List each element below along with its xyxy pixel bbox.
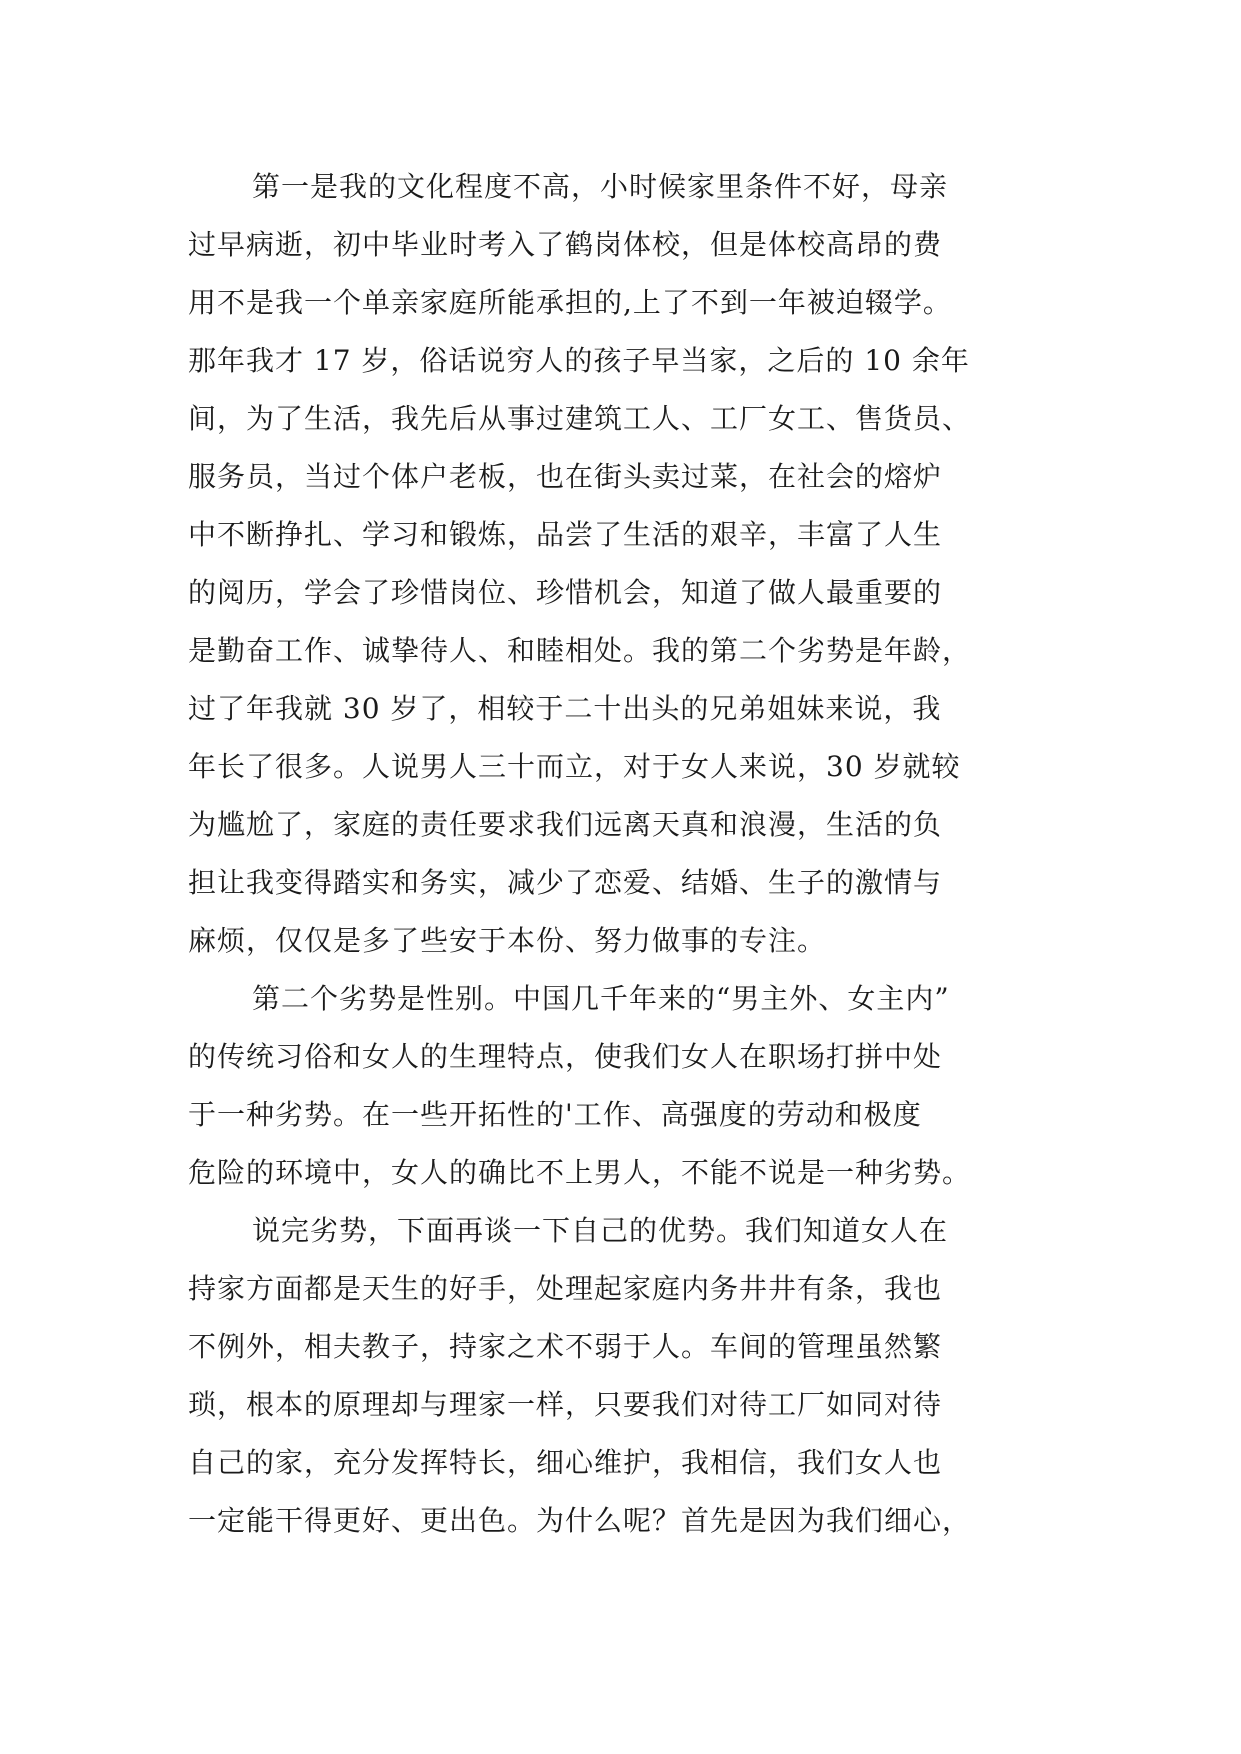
- text-line: 为尴尬了，家庭的责任要求我们远离天真和浪漫，生活的负: [188, 808, 943, 841]
- text-line: 一定能干得更好、更出色。为什么呢？首先是因为我们细心，: [188, 1504, 972, 1537]
- text-line: 服务员，当过个体户老板，也在街头卖过菜，在社会的熔炉: [188, 460, 943, 493]
- text-line: 于一种劣势。在一些开拓性的'工作、高强度的劳动和极度: [188, 1098, 922, 1131]
- body-text: [188, 158, 1068, 1550]
- text-line: 年长了很多。人说男人三十而立，对于女人来说，30 岁就较: [188, 750, 961, 783]
- text-line: 持家方面都是天生的好手，处理起家庭内务井井有条，我也: [188, 1272, 943, 1305]
- text-line: 那年我才 17 岁，俗话说穷人的孩子早当家，之后的 10 余年: [188, 344, 970, 377]
- text-line: 麻烦，仅仅是多了些安于本份、努力做事的专注。: [188, 924, 827, 957]
- text-line: 用不是我一个单亲家庭所能承担的,上了不到一年被迫辍学。: [188, 286, 952, 319]
- text-line: 担让我变得踏实和务实，减少了恋爱、结婚、生子的激情与: [188, 866, 943, 899]
- text-line: 自己的家，充分发挥特长，细心维护，我相信，我们女人也: [188, 1446, 943, 1479]
- text-line: 过早病逝，初中毕业时考入了鹤岗体校，但是体校高昂的费: [188, 228, 943, 261]
- text-line: 第二个劣势是性别。中国几千年来的“男主外、女主内”: [252, 982, 950, 1015]
- text-line: 琐，根本的原理却与理家一样，只要我们对待工厂如同对待: [188, 1388, 943, 1421]
- text-line: 不例外，相夫教子，持家之术不弱于人。车间的管理虽然繁: [188, 1330, 943, 1363]
- text-line: 说完劣势，下面再谈一下自己的优势。我们知道女人在: [252, 1214, 949, 1247]
- text-line: 第一是我的文化程度不高，小时候家里条件不好，母亲: [252, 170, 949, 203]
- text-line: 是勤奋工作、诚挚待人、和睦相处。我的第二个劣势是年龄，: [188, 634, 972, 667]
- text-line: 中不断挣扎、学习和锻炼，品尝了生活的艰辛，丰富了人生: [188, 518, 943, 551]
- text-line: 的阅历，学会了珍惜岗位、珍惜机会，知道了做人最重要的: [188, 576, 943, 609]
- text-line: 过了年我就 30 岁了，相较于二十出头的兄弟姐妹来说，我: [188, 692, 942, 725]
- text-line: 的传统习俗和女人的生理特点，使我们女人在职场打拼中处: [188, 1040, 943, 1073]
- text-line: 间，为了生活，我先后从事过建筑工人、工厂女工、售货员、: [188, 402, 972, 435]
- text-line: 危险的环境中，女人的确比不上男人，不能不说是一种劣势。: [188, 1156, 972, 1189]
